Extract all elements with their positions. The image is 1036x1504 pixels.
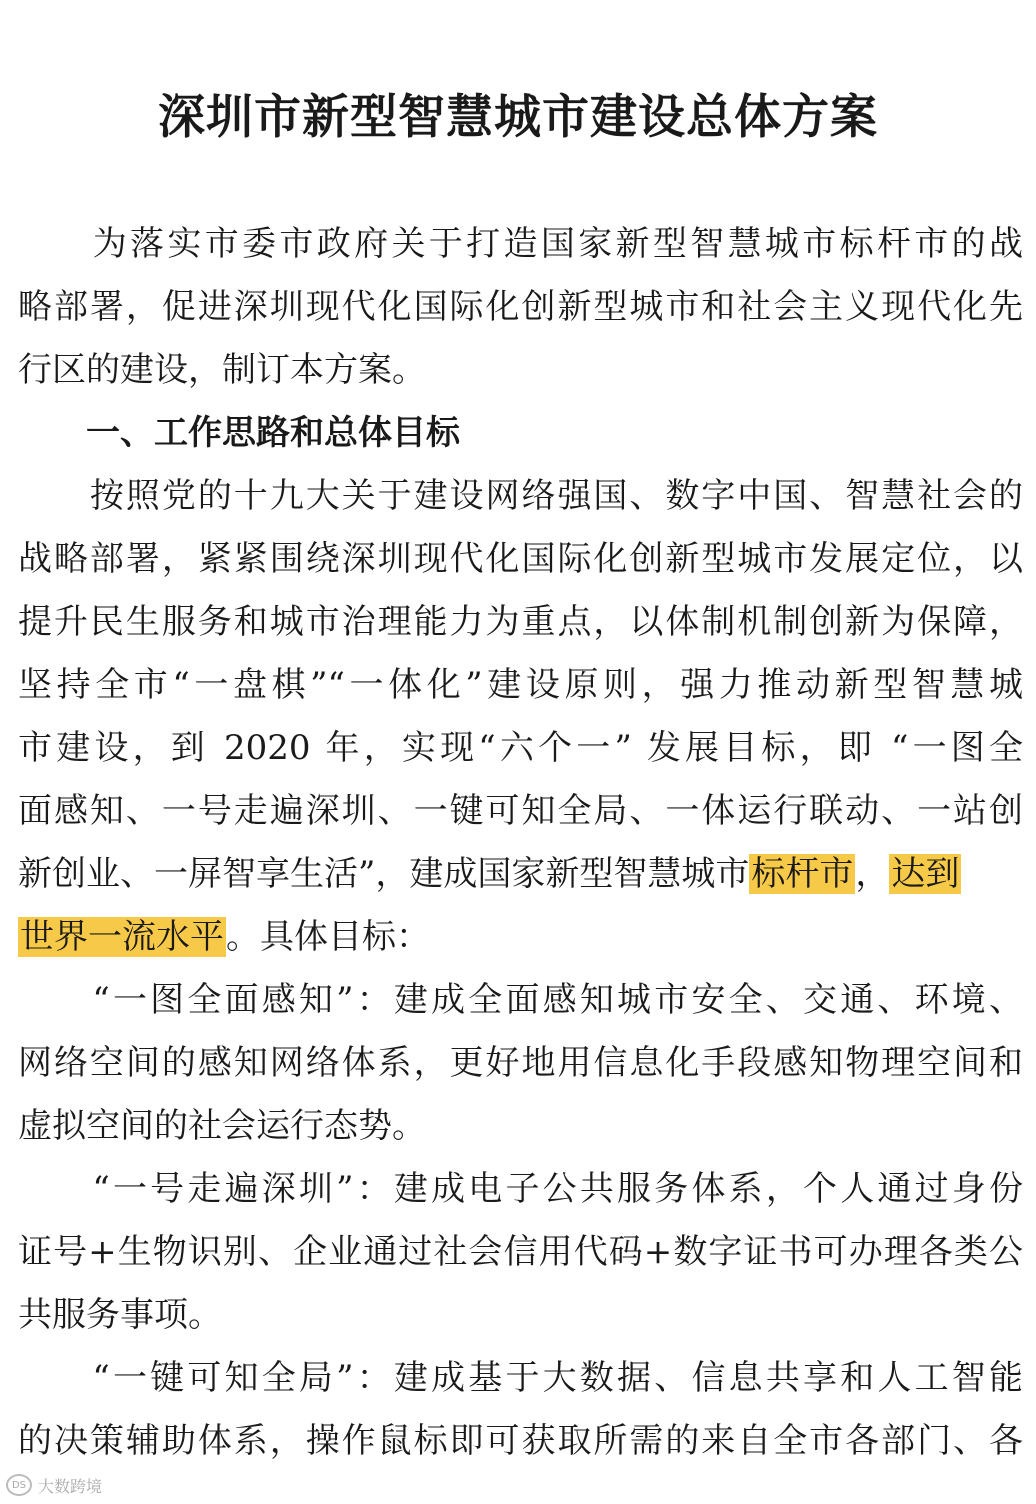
paragraph-line: 虚拟空间的社会运行态势。 — [18, 1106, 426, 1146]
line-text: 。具体目标： — [226, 917, 430, 957]
highlighted-text: 标杆市 — [751, 854, 854, 894]
watermark-logo-icon: DS — [6, 1474, 32, 1496]
paragraph-line: “一号走遍深圳”：建成电子公共服务体系，个人通过身份 — [18, 1169, 1023, 1209]
paragraph-line: 行区的建设，制订本方案。 — [18, 350, 426, 390]
paragraph-line: 略部署，促进深圳现代化国际化创新型城市和社会主义现代化先 — [18, 287, 1023, 327]
paragraph-line: 为落实市委市政府关于打造国家新型智慧城市标杆市的战 — [18, 224, 1023, 264]
watermark — [6, 1472, 102, 1498]
paragraph-line: 面感知、一号走遍深圳、一键可知全局、一体运行联动、一站创 — [18, 791, 1023, 831]
paragraph-line: 证号+生物识别、企业通过社会信用代码+数字证书可办理各类公 — [18, 1232, 1023, 1272]
paragraph-line: “一图全面感知”：建成全面感知城市安全、交通、环境、 — [18, 980, 1023, 1020]
paragraph-line: 按照党的十九大关于建设网络强国、数字中国、智慧社会的 — [18, 476, 1023, 516]
watermark-text: 大数跨境 — [38, 1476, 103, 1496]
document-title: 深圳市新型智慧城市建设总体方案 — [158, 90, 878, 145]
paragraph-line: 提升民生服务和城市治理能力为重点，以体制机制创新为保障， — [18, 602, 1023, 642]
paragraph-line-highlighted — [18, 912, 1023, 962]
section-heading: 一、工作思路和总体目标 — [18, 413, 460, 453]
line-text: ， — [855, 854, 890, 894]
paragraph-line: 网络空间的感知网络体系，更好地用信息化手段感知物理空间和 — [18, 1043, 1023, 1083]
paragraph-line: 的决策辅助体系，操作鼠标即可获取所需的来自全市各部门、各 — [18, 1421, 1023, 1461]
paragraph-line: 市建设，到 2020 年，实现“六个一” 发展目标，即 “一图全 — [18, 728, 1023, 768]
line-text: 新创业、一屏智享生活”，建成国家新型智慧城市 — [18, 854, 750, 894]
paragraph-line: 共服务事项。 — [18, 1295, 222, 1335]
paragraph-line: “一键可知全局”：建成基于大数据、信息共享和人工智能 — [18, 1358, 1023, 1398]
highlighted-text: 达到 — [891, 854, 960, 894]
paragraph-line: 战略部署，紧紧围绕深圳现代化国际化创新型城市发展定位，以 — [18, 539, 1023, 579]
highlighted-text: 世界一流水平 — [20, 917, 224, 957]
paragraph-line-highlighted — [18, 849, 1023, 899]
paragraph-line: 坚持全市“一盘棋”“一体化”建设原则，强力推动新型智慧城 — [18, 665, 1023, 705]
